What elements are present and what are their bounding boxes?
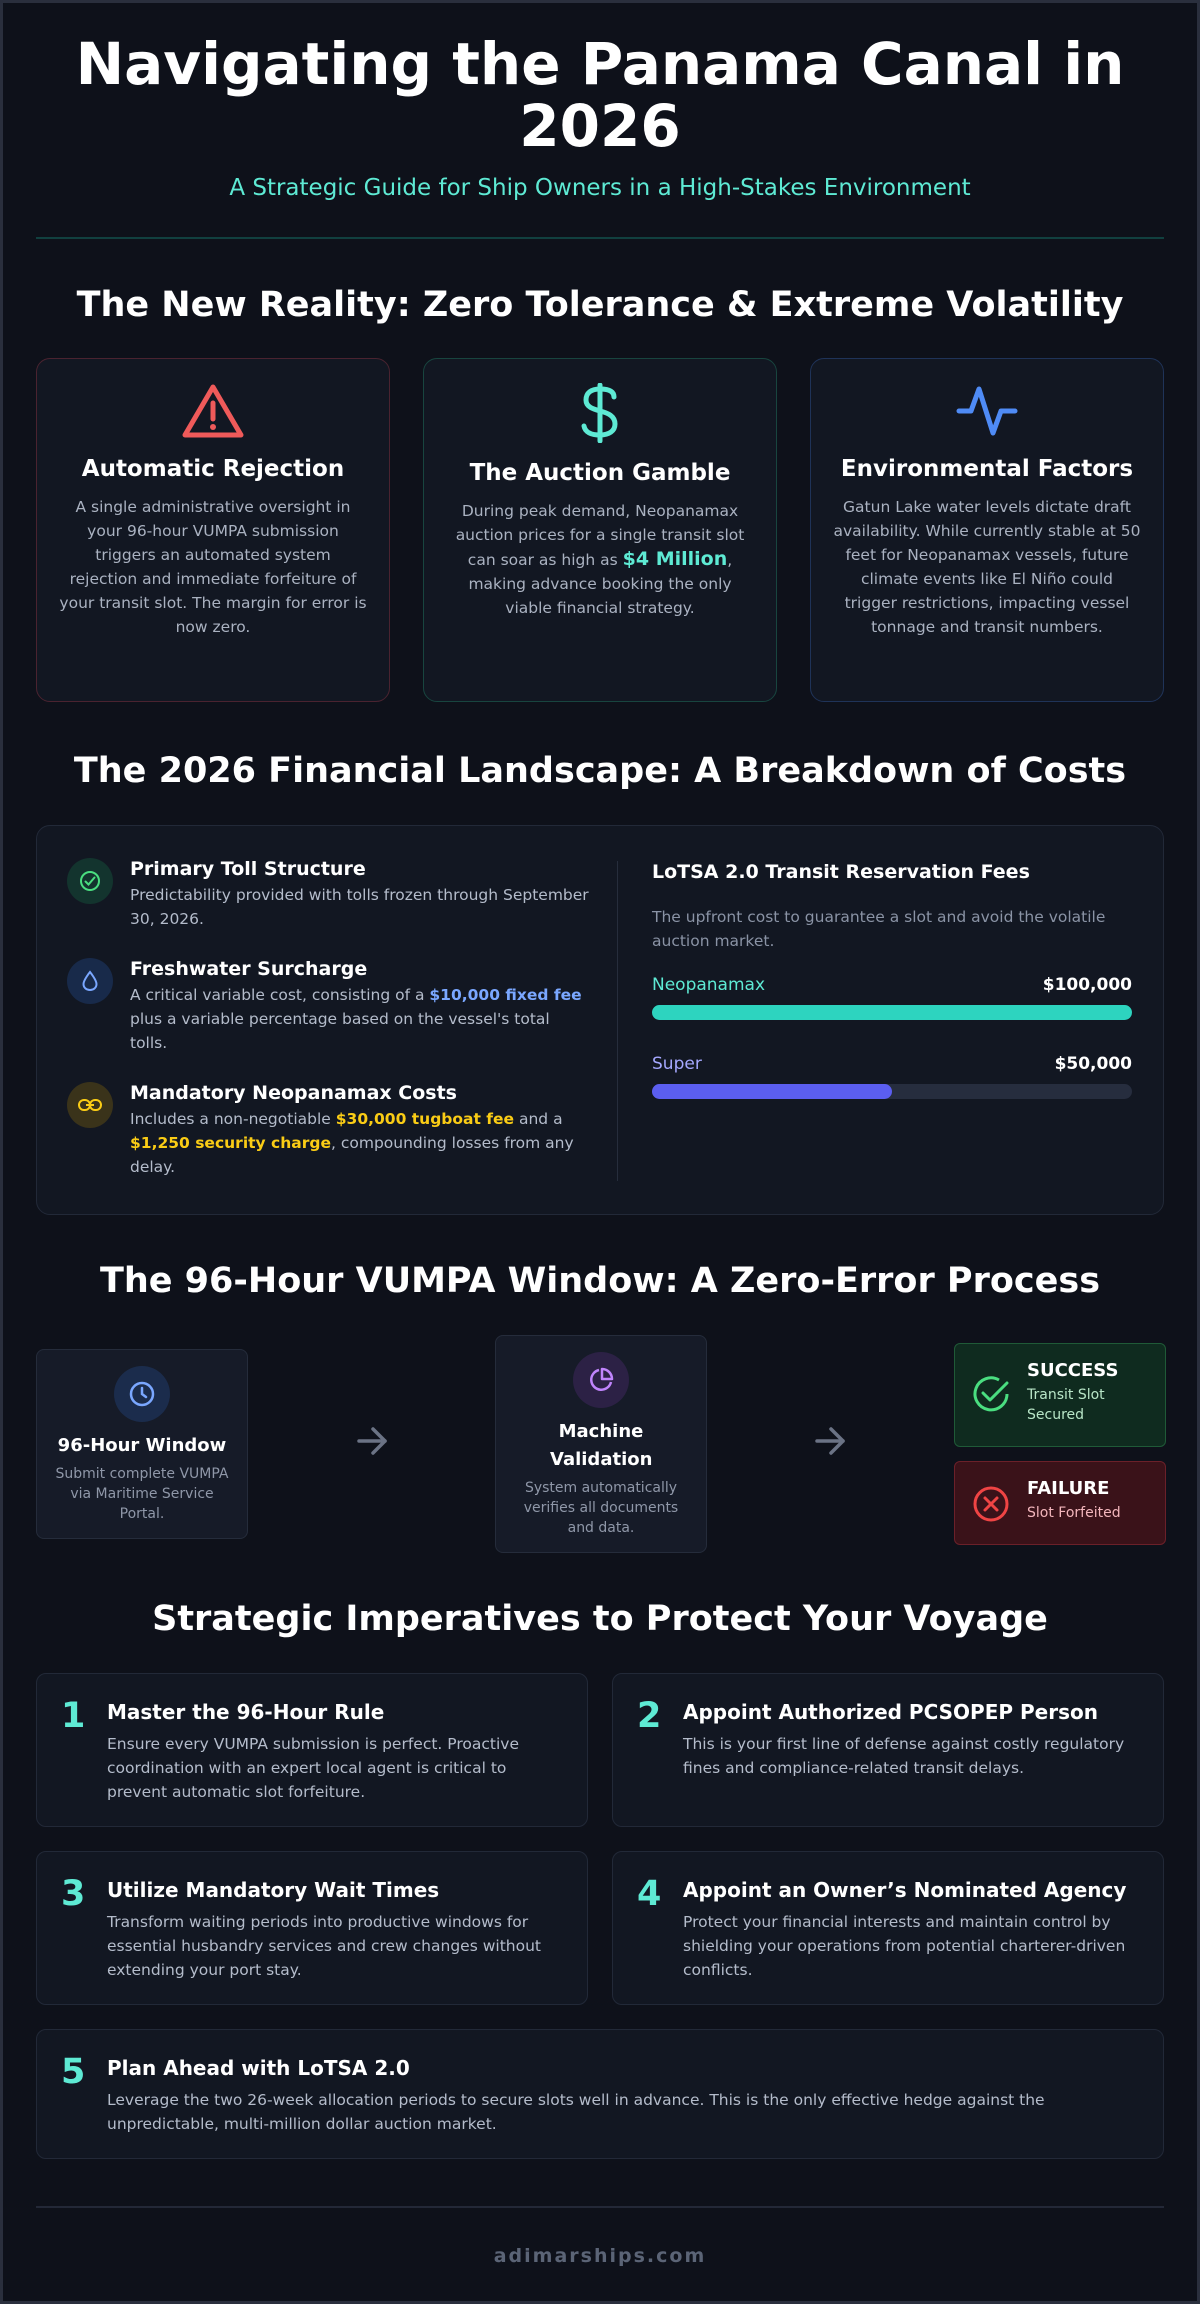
- financial-item-title: Primary Toll Structure: [130, 858, 366, 880]
- process-heading: The 96-Hour VUMPA Window: A Zero-Error Process: [99, 1261, 1101, 1301]
- outcome-title: SUCCESS: [1027, 1360, 1119, 1381]
- footer-divider: [36, 2206, 1164, 2208]
- tugboat-fee-highlight: $30,000 tugboat fee: [335, 1110, 515, 1128]
- reality-card-title: The Auction Gamble: [469, 460, 731, 486]
- lotsa-bar-row: [652, 1054, 1132, 1076]
- financial-panel: [36, 825, 1164, 1215]
- activity-pulse-icon: [955, 383, 1019, 439]
- imperative-title: Master the 96-Hour Rule: [107, 1700, 385, 1724]
- lotsa-bar-track: [652, 1084, 1132, 1099]
- imperative-number: 5: [61, 2052, 86, 2092]
- imperative-title: Utilize Mandatory Wait Times: [107, 1878, 440, 1902]
- imperative-card-3: [36, 1851, 588, 2005]
- imperative-number: 4: [637, 1874, 662, 1914]
- lotsa-fees: [652, 861, 1132, 1133]
- lotsa-bar-value: $50,000: [1054, 1054, 1132, 1074]
- imperative-number: 3: [61, 1874, 86, 1914]
- imperative-card-1: [36, 1673, 588, 1827]
- lotsa-bar-track: [652, 1005, 1132, 1020]
- imperative-text: Transform waiting periods into productive windows for essential husbandry services and crew changes without extending your port stay.: [107, 1913, 541, 1979]
- imperative-card-4: [612, 1851, 1164, 2005]
- imperative-text: Leverage the two 26-week allocation periods to secure slots well in advance. This is the only effective hedge against the unpredictable, multi-million dollar auction market.: [107, 2091, 1045, 2133]
- imperative-text: This is your first line of defense against costly regulatory fines and compliance-related transit delays.: [683, 1735, 1125, 1777]
- arrow-right-icon: [355, 1423, 391, 1459]
- page-frame: [3, 3, 1197, 2301]
- security-charge-highlight: $1,250 security charge: [130, 1134, 331, 1152]
- outcome-text: Slot Forfeited: [1027, 1505, 1121, 1521]
- lotsa-bar-fill: [652, 1084, 892, 1099]
- page-title: Navigating the Panama Canal in 2026: [75, 30, 1125, 160]
- lotsa-bar-fill: [652, 1005, 1132, 1020]
- financial-item-text: Includes a non-negotiable $30,000 tugboat fee and a $1,250 security charge, compounding losses from any delay.: [130, 1110, 574, 1176]
- warning-triangle-icon: [181, 383, 245, 439]
- reality-card-environment: [810, 358, 1164, 702]
- clock-icon: [114, 1366, 170, 1422]
- imperative-title: Appoint Authorized PCSOPEP Person: [683, 1700, 1098, 1724]
- success-check-icon: [971, 1374, 1011, 1414]
- imperative-number: 2: [637, 1696, 662, 1736]
- lotsa-title: LoTSA 2.0 Transit Reservation Fees: [652, 861, 1030, 883]
- reality-card-text: Gatun Lake water levels dictate draft availability. While currently stable at 50 feet for Neopanamax vessels, future climate events like El Niño could trigger restrictions, impacting vessel tonnage and transit numbers.: [833, 498, 1141, 636]
- imperative-text: Protect your financial interests and maintain control by shielding your operations from potential charterer-driven conflicts.: [683, 1913, 1126, 1979]
- financial-item-title: Mandatory Neopanamax Costs: [130, 1082, 457, 1104]
- dollar-icon: [578, 383, 622, 443]
- financial-divider: [617, 861, 618, 1181]
- failure-x-icon: [971, 1484, 1011, 1524]
- pie-chart-icon: [573, 1352, 629, 1408]
- process-step-window: [36, 1349, 248, 1539]
- reality-card-auction: [423, 358, 777, 702]
- lotsa-bar-name: Super: [652, 1054, 702, 1074]
- imperative-title: Appoint an Owner’s Nominated Agency: [683, 1878, 1127, 1902]
- process-step-title: Machine Validation: [550, 1421, 653, 1470]
- financial-item-text: A critical variable cost, consisting of a $10,000 fixed fee plus a variable percentage based on the vessel's total tolls.: [130, 986, 582, 1052]
- outcome-failure: [954, 1461, 1166, 1545]
- imperative-text: Ensure every VUMPA submission is perfect. Proactive coordination with an expert local agent is critical to prevent automatic slot forfeiture.: [107, 1735, 519, 1801]
- lotsa-description: The upfront cost to guarantee a slot and avoid the volatile auction market.: [652, 908, 1106, 950]
- reality-card-text: A single administrative oversight in your 96-hour VUMPA submission triggers an automated system rejection and immediate forfeiture of your transit slot. The margin for error is now zero.: [59, 498, 367, 636]
- header-divider: [36, 237, 1164, 239]
- process-step-text: Submit complete VUMPA via Maritime Service Portal.: [55, 1466, 229, 1522]
- check-circle-icon: [67, 858, 113, 904]
- footer-site: adimarships.com: [493, 2245, 707, 2267]
- lotsa-bar-name: Neopanamax: [652, 975, 766, 995]
- reality-card-rejection: [36, 358, 390, 702]
- outcome-title: FAILURE: [1027, 1478, 1110, 1499]
- financial-item-title: Freshwater Surcharge: [130, 958, 368, 980]
- freshwater-fee-highlight: $10,000 fixed fee: [429, 986, 582, 1004]
- page-subtitle: A Strategic Guide for Ship Owners in a High-Stakes Environment: [229, 175, 971, 201]
- financial-heading: The 2026 Financial Landscape: A Breakdown of Costs: [73, 751, 1127, 791]
- imperative-number: 1: [61, 1696, 86, 1736]
- chain-link-icon: [67, 1082, 113, 1128]
- process-step-title: 96-Hour Window: [57, 1435, 227, 1456]
- imperative-card-2: [612, 1673, 1164, 1827]
- reality-heading: The New Reality: Zero Tolerance & Extreme Volatility: [76, 285, 1124, 325]
- outcome-success: [954, 1343, 1166, 1447]
- financial-item-text: Predictability provided with tolls frozen through September 30, 2026.: [130, 886, 589, 928]
- outcome-text: Transit Slot Secured: [1027, 1387, 1105, 1423]
- arrow-right-icon: [813, 1423, 849, 1459]
- lotsa-bar-row: [652, 975, 1132, 997]
- reality-card-title: Automatic Rejection: [81, 456, 345, 482]
- imperative-title: Plan Ahead with LoTSA 2.0: [107, 2056, 410, 2080]
- imperatives-heading: Strategic Imperatives to Protect Your Voyage: [152, 1599, 1048, 1639]
- process-step-text: System automatically verifies all documents and data.: [523, 1480, 679, 1536]
- lotsa-bar-value: $100,000: [1042, 975, 1132, 995]
- auction-price-highlight: $4 Million: [622, 548, 728, 570]
- imperative-card-5: [36, 2029, 1164, 2159]
- water-drop-icon: [67, 958, 113, 1004]
- reality-card-text: During peak demand, Neopanamax auction prices for a single transit slot can soar as high as $4 Million, making advance booking the only viable financial strategy.: [455, 502, 745, 617]
- reality-card-title: Environmental Factors: [840, 456, 1134, 482]
- process-step-validation: [495, 1335, 707, 1553]
